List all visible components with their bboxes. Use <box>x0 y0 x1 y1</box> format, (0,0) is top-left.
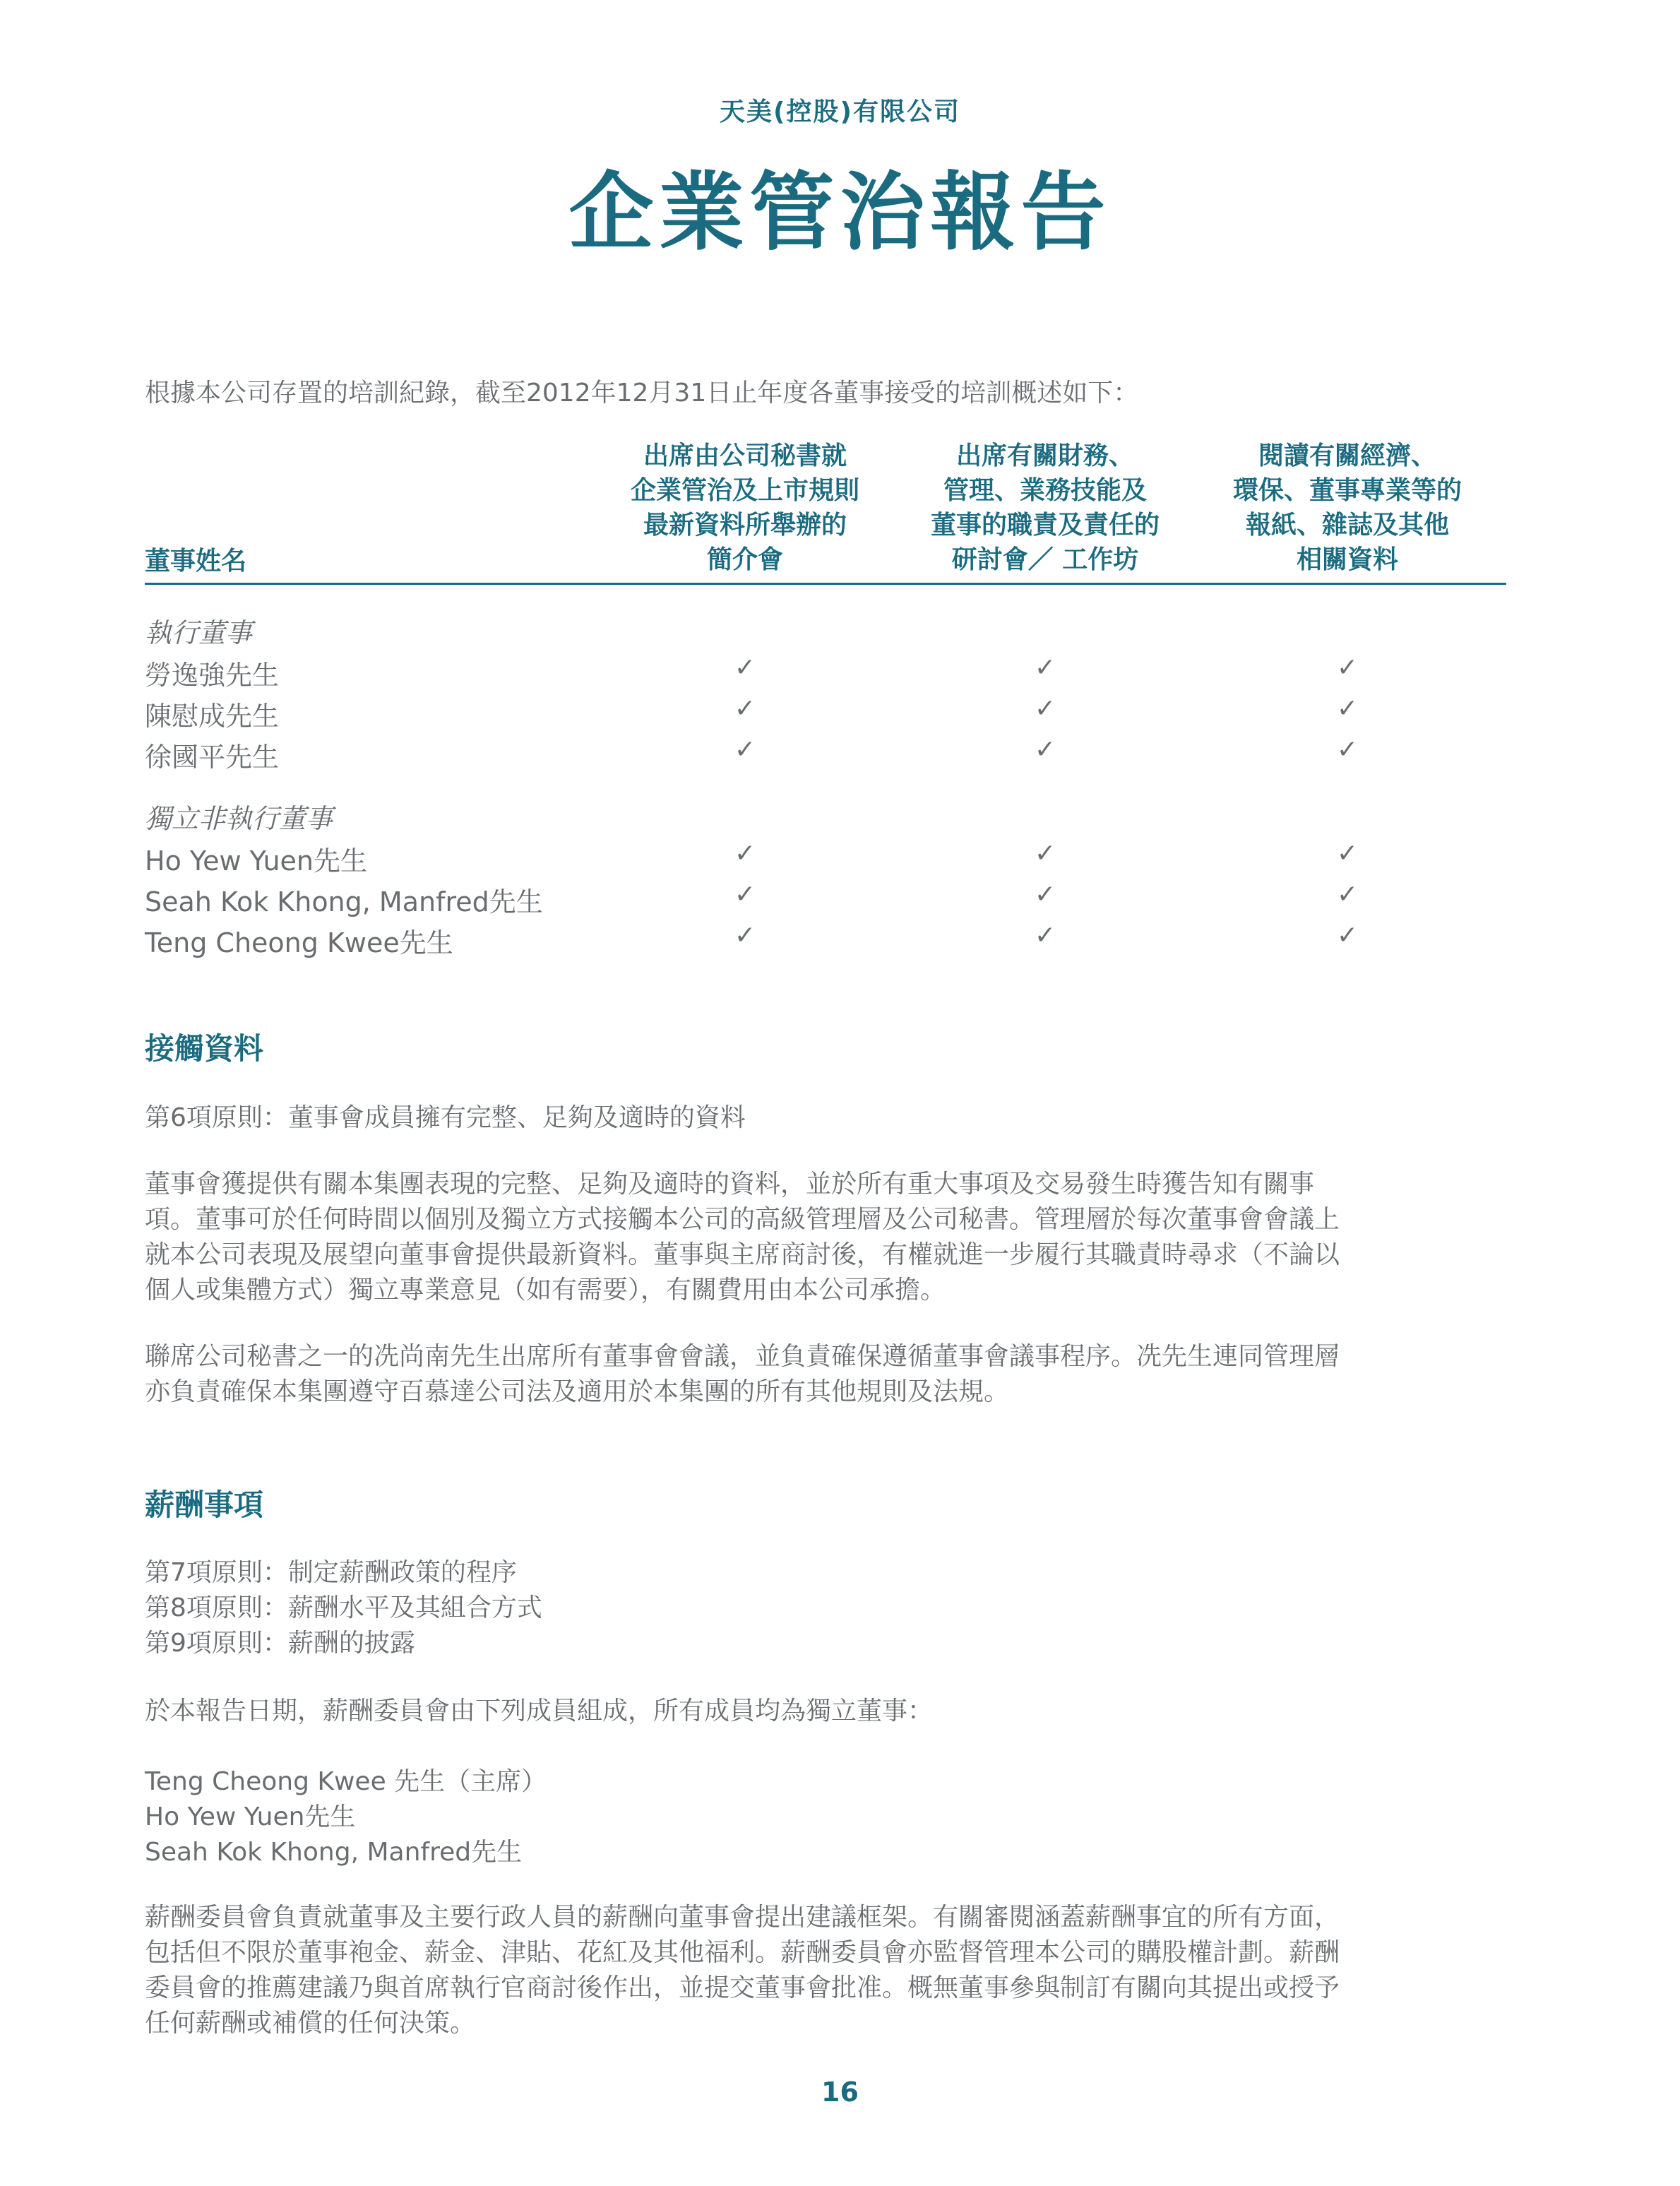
section-heading-access: 接觸資料 <box>145 1031 264 1066</box>
check-icon: ✓ <box>1336 694 1359 723</box>
remuneration-principles <box>145 1555 1511 1661</box>
committee-members <box>145 1764 1511 1870</box>
director-name: Seah Kok Khong, Manfred先生 <box>145 886 543 917</box>
principle-9: 第9項原則：薪酬的披露 <box>145 1629 415 1658</box>
table-row <box>145 694 1506 735</box>
access-paragraph-2: 聯席公司秘書之一的冼尚南先生出席所有董事會會議，並負責確保遵循董事會議事程序。冼先生連同管理層 亦負責確保本集團遵守百慕達公司法及適用於本集團的所有其他規則及法規。 <box>145 1342 1340 1406</box>
access-paragraph-1: 董事會獲提供有關本集團表現的完整、足夠及適時的資料，並於所有重大事項及交易發生時獲告知有關事 項。董事可於任何時間以個別及獨立方式接觸本公司的高級管理層及公司秘書。管理層於每次董事會會議上 就本公司表現及展望向董事會提供最新資料。董事與主席商討後，有權就進一步履行其職責時尋求（不論以 個人或集體方式）獨立專業意見（如有需要），有關費用由本公司承擔。 <box>145 1170 1340 1305</box>
check-icon: ✓ <box>734 839 756 868</box>
director-name: 勞逸強先生 <box>145 660 280 691</box>
remuneration-paragraph: 薪酬委員會負責就董事及主要行政人員的薪酬向董事會提出建議框架。有關審閱涵蓋薪酬事宜的所有方面， 包括但不限於董事袍金、薪金、津貼、花紅及其他福利。薪酬委員會亦監督管理本公司的購股權計劃。薪酬 委員會的推薦建議乃與首席執行官商討後作出，並提交董事會批准。概無董事參與制訂有關向其提出或授予 任何薪酬或補償的任何決策。 <box>145 1903 1340 2038</box>
group-label-independent: 獨立非執行董事 <box>145 803 333 834</box>
director-name: Teng Cheong Kwee先生 <box>145 927 453 958</box>
director-name: 陳慰成先生 <box>145 701 280 732</box>
training-table <box>145 441 1506 958</box>
committee-member: Ho Yew Yuen先生 <box>145 1802 356 1831</box>
director-name-header: 董事姓名 <box>145 547 247 576</box>
check-icon: ✓ <box>734 735 756 764</box>
check-icon: ✓ <box>734 653 756 682</box>
principle-8: 第8項原則：薪酬水平及其組合方式 <box>145 1593 542 1622</box>
column-header-seminar: 出席有關財務、 管理、業務技能及 董事的職責及責任的 研討會／ 工作坊 <box>930 441 1160 574</box>
director-name: Ho Yew Yuen先生 <box>145 845 368 877</box>
table-row <box>145 653 1506 694</box>
table-row <box>145 735 1506 776</box>
table-row <box>145 880 1506 921</box>
table-header <box>145 441 1506 585</box>
check-icon: ✓ <box>1034 694 1056 723</box>
check-icon: ✓ <box>1336 880 1359 909</box>
report-title: 企業管治報告 <box>568 164 1112 262</box>
training-intro: 根據本公司存置的培訓紀錄，截至2012年12月31日止年度各董事接受的培訓概述如下： <box>145 379 1139 408</box>
committee-intro: 於本報告日期，薪酬委員會由下列成員組成，所有成員均為獨立董事： <box>145 1697 934 1725</box>
check-icon: ✓ <box>734 921 756 950</box>
check-icon: ✓ <box>1034 839 1056 868</box>
committee-member: Teng Cheong Kwee 先生（主席） <box>145 1767 547 1796</box>
check-icon: ✓ <box>1336 921 1359 950</box>
check-icon: ✓ <box>734 694 756 723</box>
check-icon: ✓ <box>734 880 756 909</box>
column-header-briefing: 出席由公司秘書就 企業管治及上市規則 最新資料所舉辦的 簡介會 <box>630 441 859 574</box>
column-header-reading: 閱讀有關經濟、 環保、董事專業等的 報紙、雜誌及其他 相關資料 <box>1232 441 1462 574</box>
check-icon: ✓ <box>1034 653 1056 682</box>
check-icon: ✓ <box>1034 921 1056 950</box>
group-label-executive: 執行董事 <box>145 617 253 648</box>
section-heading-remuneration: 薪酬事項 <box>145 1487 264 1522</box>
check-icon: ✓ <box>1336 653 1359 682</box>
director-name: 徐國平先生 <box>145 742 280 773</box>
page-number: 16 <box>821 2077 859 2108</box>
check-icon: ✓ <box>1034 880 1056 909</box>
principle-7: 第7項原則：制定薪酬政策的程序 <box>145 1558 517 1587</box>
check-icon: ✓ <box>1336 839 1359 868</box>
company-name: 天美(控股)有限公司 <box>720 97 960 126</box>
table-row <box>145 839 1506 880</box>
check-icon: ✓ <box>1336 735 1359 764</box>
table-row <box>145 921 1506 962</box>
principle-6: 第6項原則：董事會成員擁有完整、足夠及適時的資料 <box>145 1103 746 1132</box>
committee-member: Seah Kok Khong, Manfred先生 <box>145 1838 523 1867</box>
check-icon: ✓ <box>1034 735 1056 764</box>
